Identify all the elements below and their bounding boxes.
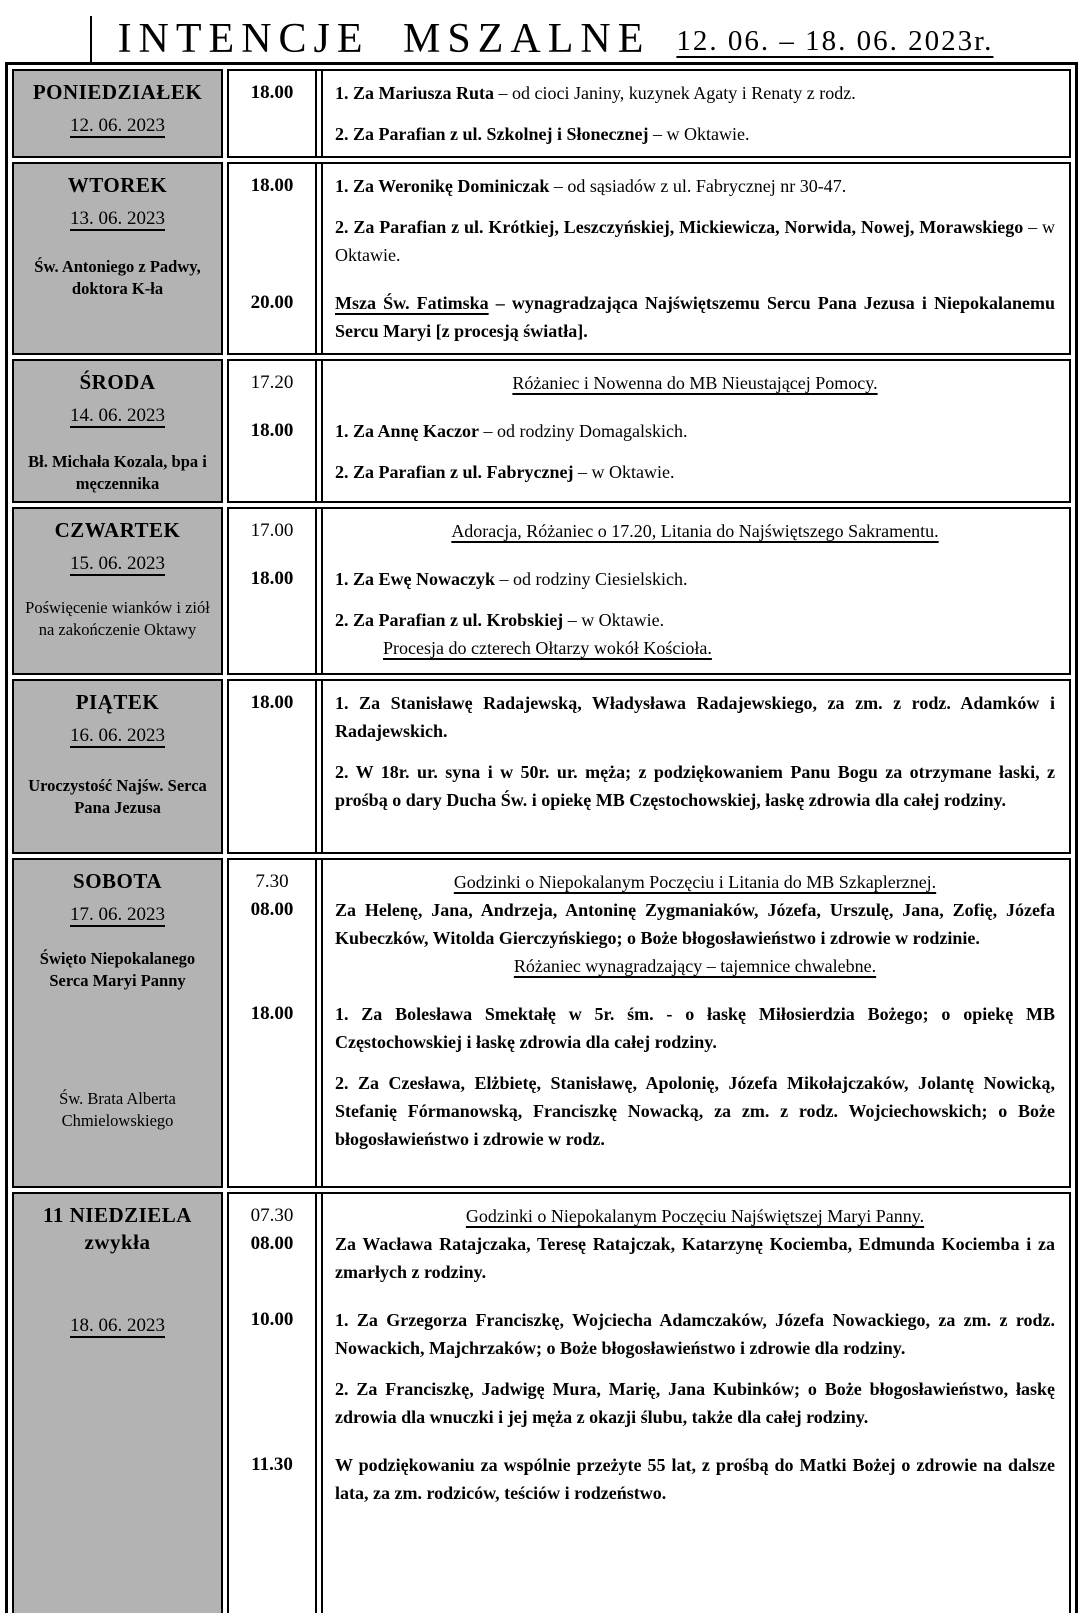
day-row <box>12 1192 1071 1613</box>
feast-label: Uroczystość Najśw. Serca Pana Jezusa <box>28 776 207 817</box>
time-label: 18.00 <box>250 82 294 103</box>
mass-entry <box>229 369 1057 397</box>
intentions-cell <box>227 507 1071 675</box>
intention-text <box>315 1202 1057 1230</box>
intentions-cell <box>227 1192 1071 1613</box>
time-label: 11.30 <box>251 1454 293 1475</box>
time-label: 17.00 <box>250 520 294 541</box>
intention-segment: – od rodziny Ciesielskich. <box>495 569 688 589</box>
intention-segment: – w Oktawie. <box>648 124 750 144</box>
intention-paragraph <box>335 79 1055 107</box>
time-label: 20.00 <box>250 292 294 313</box>
intention-paragraph <box>335 1069 1055 1153</box>
intention-segment: 2. W 18r. ur. syna i w 50r. ur. męża; z podziękowaniem Panu Bogu za otrzymane łaski, z prośbą o dary Ducha Św. i opiekę MB Częstochowskiej, łaskę zdrowia dla całej rodziny. <box>335 762 1055 810</box>
intention-segment: 2. Za Franciszkę, Jadwigę Mura, Marię, Jana Kubinków; o Boże błogosławieństwo, łaskę zdrowia dla wnuczki i jej męża z okazji ślubu, także dla całej rodziny. <box>335 1379 1055 1427</box>
feast-label: Bł. Michała Kozala, bpa i męczennika <box>28 452 207 493</box>
feast-label: Św. Antoniego z Padwy, doktora K-ła <box>34 257 201 298</box>
day-cell <box>12 69 223 158</box>
intentions-cell <box>227 359 1071 503</box>
intention-text <box>315 417 1057 486</box>
mass-entry <box>229 689 1057 814</box>
intention-text <box>315 172 1057 269</box>
intention-paragraph <box>335 417 1055 445</box>
intention-paragraph <box>335 952 1055 980</box>
day-name: WTOREK <box>67 173 168 197</box>
time-label: 17.20 <box>250 372 294 393</box>
intention-text <box>315 1230 1057 1286</box>
intentions-cell <box>227 162 1071 355</box>
intention-paragraph <box>335 517 1055 545</box>
text-cursor-artifact <box>90 16 92 62</box>
time-label: 18.00 <box>250 1003 294 1024</box>
day-name: zwykła <box>84 1230 151 1254</box>
intention-segment: Różaniec wynagradzający – tajemnice chwalebne. <box>513 956 877 976</box>
feast-label: Poświęcenie wianków i ziół na zakończenie Oktawy <box>25 598 210 639</box>
intention-text <box>315 565 1057 662</box>
intention-segment: 2. Za Parafian z ul. Szkolnej i Słonecznej <box>335 124 649 144</box>
intention-segment: Msza Św. Fatimska <box>335 293 489 313</box>
day-cell <box>12 679 223 854</box>
mass-intentions-table <box>5 62 1078 1613</box>
intention-segment: Procesja do czterech Ołtarzy wokół Kościoła. <box>383 638 712 658</box>
intention-segment: 2. Za Czesława, Elżbietę, Stanisławę, Apolonię, Józefa Mikołajczaków, Jolantę Nowicką, Stefanię Fórmanowską, Franciszkę Nowacką, za zm. z rodz. Wojciechowskich; o Boże błogosławieństwo i zdrowie w rodz. <box>335 1073 1055 1149</box>
day-date: 14. 06. 2023 <box>70 405 165 426</box>
intention-text <box>315 1451 1057 1507</box>
time-label: 10.00 <box>250 1309 294 1330</box>
intention-segment: 2. Za Parafian z ul. Fabrycznej <box>335 462 574 482</box>
day-date: 13. 06. 2023 <box>70 208 165 229</box>
day-row <box>12 359 1071 503</box>
intentions-cell <box>227 858 1071 1188</box>
intention-paragraph <box>335 1230 1055 1286</box>
intention-segment: Różaniec i Nowenna do MB Nieustającej Pomocy. <box>512 373 878 393</box>
intention-segment: – w Oktawie. <box>335 217 1056 265</box>
mass-entry <box>229 868 1057 896</box>
mass-entry <box>229 1306 1057 1431</box>
day-date: 12. 06. 2023 <box>70 115 165 136</box>
day-row <box>12 858 1071 1188</box>
day-row <box>12 69 1071 158</box>
title-date-range: 12. 06. – 18. 06. 2023r. <box>676 25 994 57</box>
intention-segment: Adoracja, Różaniec o 17.20, Litania do Najświętszego Sakramentu. <box>451 521 939 541</box>
day-cell <box>12 359 223 503</box>
time-label: 07.30 <box>250 1205 294 1226</box>
intention-segment: – od sąsiadów z ul. Fabrycznej nr 30-47. <box>549 176 847 196</box>
mass-entry <box>229 1202 1057 1230</box>
intention-text <box>315 1306 1057 1431</box>
intention-text <box>315 1000 1057 1153</box>
intention-segment: 1. Za Mariusza Ruta <box>335 83 494 103</box>
day-cell <box>12 1192 223 1613</box>
intention-text <box>315 689 1057 814</box>
mass-entry <box>229 289 1057 345</box>
intention-text <box>315 289 1057 345</box>
intention-paragraph <box>335 689 1055 745</box>
intention-segment: 1. Za Weronikę Dominiczak <box>335 176 550 196</box>
intention-text <box>315 868 1057 896</box>
mass-entry <box>229 517 1057 545</box>
feast-label: Święto Niepokalanego Serca Maryi Panny <box>39 949 196 990</box>
intention-text <box>315 896 1057 980</box>
day-cell <box>12 162 223 355</box>
page-title: INTENCJE MSZALNE <box>117 16 651 62</box>
intention-paragraph <box>335 1000 1055 1056</box>
day-name: ŚRODA <box>79 370 156 394</box>
intention-paragraph <box>335 868 1055 896</box>
intention-segment: 1. Za Grzegorza Franciszkę, Wojciecha Adamczaków, Józefa Nowackiego, za zm. z rodz. Nowackich, Majchrzaków; o Boże błogosławieństwo i zdrowie dla rodziny. <box>335 1310 1055 1358</box>
day-row <box>12 507 1071 675</box>
intention-paragraph <box>335 606 1055 634</box>
time-label: 08.00 <box>250 899 294 920</box>
day-row <box>12 162 1071 355</box>
intentions-cell <box>227 679 1071 854</box>
intention-segment: Godzinki o Niepokalanym Poczęciu i Litania do MB Szkaplerznej. <box>453 872 937 892</box>
intention-paragraph <box>383 634 1055 662</box>
intention-paragraph <box>335 1375 1055 1431</box>
time-label: 18.00 <box>250 420 294 441</box>
day-cell <box>12 858 223 1188</box>
time-label: 18.00 <box>250 175 294 196</box>
day-row <box>12 679 1071 854</box>
intention-segment: Za Wacława Ratajczaka, Teresę Ratajczak, Katarzynę Kociemba, Edmunda Kociemba i za zmarłych z rodziny. <box>335 1234 1055 1282</box>
day-date: 17. 06. 2023 <box>70 904 165 925</box>
mass-entry <box>229 79 1057 148</box>
mass-entry <box>229 896 1057 980</box>
intention-text <box>315 369 1057 397</box>
day-name: SOBOTA <box>73 869 162 893</box>
day-name: PONIEDZIAŁEK <box>32 80 203 104</box>
intention-segment: 2. Za Parafian z ul. Krótkiej, Leszczyńskiej, Mickiewicza, Norwida, Nowej, Morawskiego <box>335 217 1024 237</box>
intention-text <box>315 517 1057 545</box>
feast-label: Św. Brata Alberta Chmielowskiego <box>59 1089 176 1130</box>
day-name: PIĄTEK <box>75 690 160 714</box>
intention-segment: – od rodziny Domagalskich. <box>479 421 688 441</box>
intention-paragraph <box>335 758 1055 814</box>
intention-paragraph <box>335 172 1055 200</box>
mass-entry <box>229 1230 1057 1286</box>
intention-paragraph <box>335 1202 1055 1230</box>
title-row <box>0 0 1083 62</box>
mass-entry <box>229 417 1057 486</box>
intention-segment: 2. Za Parafian z ul. Krobskiej <box>335 610 564 630</box>
intention-paragraph <box>335 369 1055 397</box>
intention-paragraph <box>335 458 1055 486</box>
intention-segment: 1. Za Annę Kaczor <box>335 421 479 441</box>
mass-entry <box>229 565 1057 662</box>
mass-entry <box>229 172 1057 269</box>
intention-paragraph <box>335 120 1055 148</box>
day-date: 18. 06. 2023 <box>70 1315 165 1336</box>
intention-segment: 1. Za Ewę Nowaczyk <box>335 569 495 589</box>
intention-paragraph <box>335 289 1055 345</box>
time-label: 08.00 <box>250 1233 294 1254</box>
intention-paragraph <box>335 1306 1055 1362</box>
mass-entry <box>229 1451 1057 1507</box>
day-cell <box>12 507 223 675</box>
intention-segment: W podziękowaniu za wspólnie przeżyte 55 lat, z prośbą do Matki Bożej o zdrowie na dalsze lata, za zm. rodziców, teściów i rodzeństwo. <box>335 1455 1055 1503</box>
intention-segment: – w Oktawie. <box>563 610 665 630</box>
time-label: 7.30 <box>255 871 289 892</box>
intention-text <box>315 79 1057 148</box>
intention-paragraph <box>335 565 1055 593</box>
intention-segment: 1. Za Stanisławę Radajewską, Władysława Radajewskiego, za zm. z rodz. Adamków i Radajewskich. <box>335 693 1055 741</box>
intention-paragraph <box>335 1451 1055 1507</box>
intentions-cell <box>227 69 1071 158</box>
day-date: 15. 06. 2023 <box>70 553 165 574</box>
intention-segment: – wynagradzająca Najświętszemu Sercu Pana Jezusa i Niepokalanemu Sercu Maryi [z procesją światła]. <box>335 293 1055 341</box>
day-date: 16. 06. 2023 <box>70 725 165 746</box>
intention-segment: Za Helenę, Jana, Andrzeja, Antoninę Zygmaniaków, Józefa, Urszulę, Jana, Zofię, Józefa Kubeczków, Witolda Gierczyńskiego; o Boże błogosławieństwo i zdrowie w rodzinie. <box>335 900 1055 948</box>
intention-segment: – w Oktawie. <box>573 462 675 482</box>
time-label: 18.00 <box>250 568 294 589</box>
intention-segment: 1. Za Bolesława Smektałę w 5r. śm. - o łaskę Miłosierdzia Bożego; o opiekę MB Częstochowskiej i łaskę zdrowia dla całej rodziny. <box>335 1004 1055 1052</box>
intention-segment: Godzinki o Niepokalanym Poczęciu Najświętszej Maryi Panny. <box>465 1206 925 1226</box>
mass-entry <box>229 1000 1057 1153</box>
time-label: 18.00 <box>250 692 294 713</box>
day-name: CZWARTEK <box>54 518 181 542</box>
intention-paragraph <box>335 213 1055 269</box>
intention-segment: – od cioci Janiny, kuzynek Agaty i Renaty z rodz. <box>494 83 856 103</box>
intention-paragraph <box>335 896 1055 952</box>
day-name: 11 NIEDZIELA <box>43 1203 192 1227</box>
